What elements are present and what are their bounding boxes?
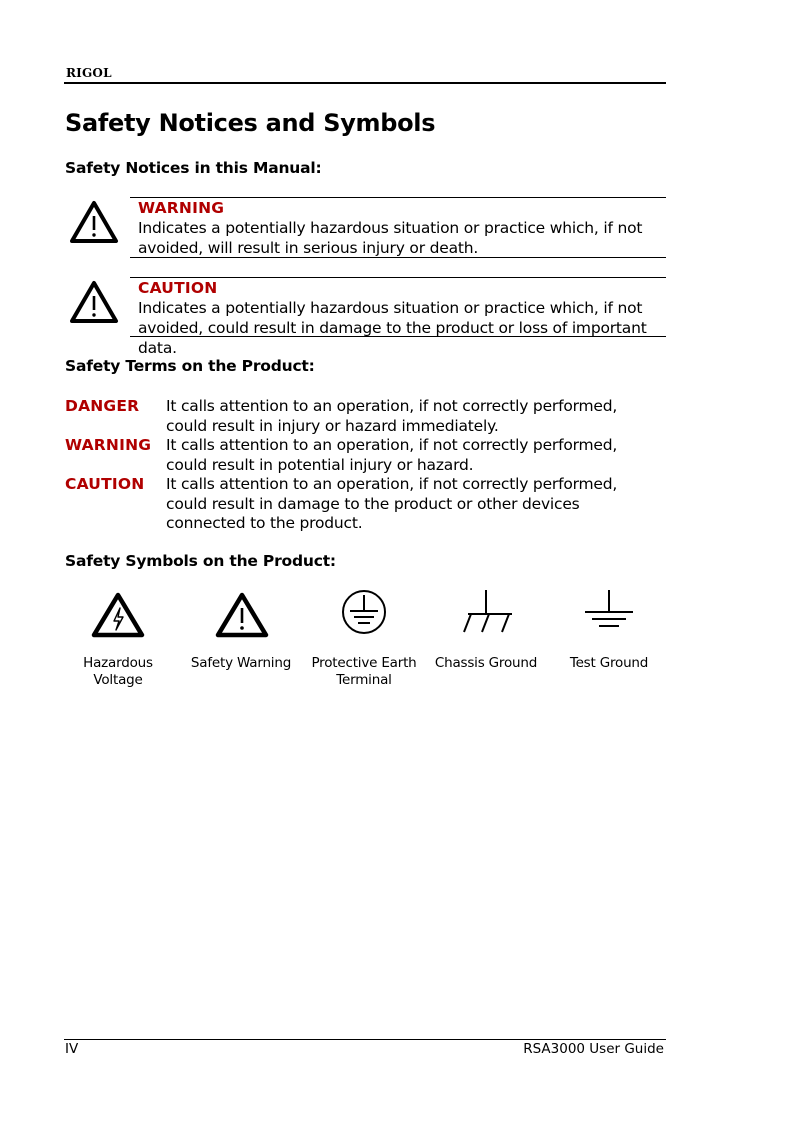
notice-divider-rule [130,257,666,258]
symbol-label-hazardous-voltage: Hazardous Voltage [83,655,153,688]
warning-triangle-icon [68,199,120,245]
notice-label-warning: WARNING [138,199,225,217]
header-brand: RIGOL [66,66,112,80]
test-ground-icon [579,586,639,638]
notice-top-rule [130,197,666,198]
terms-heading: Safety Terms on the Product: [65,357,315,375]
chassis-ground-icon [456,586,516,638]
footer-rule [64,1039,666,1040]
protective-earth-icon [334,586,394,638]
notice-divider-rule-2 [130,277,666,278]
symbol-label-safety-warning: Safety Warning [190,655,292,671]
warning-triangle-icon [68,279,120,325]
symbol-label-chassis-ground: Chassis Ground [434,655,538,671]
notice-text-warning: Indicates a potentially hazardous situation or practice which, if not avoided, will result in serious injury or death. [138,219,643,257]
page-title: Safety Notices and Symbols [65,109,436,137]
symbol-label-test-ground: Test Ground [569,655,649,671]
header-rule [64,82,666,84]
symbols-heading: Safety Symbols on the Product: [65,552,336,570]
safety-warning-icon [212,590,272,642]
term-text-caution: It calls attention to an operation, if not correctly performed, could result in damage to the product or other devices connected to the product. [166,475,618,532]
footer-doc-title: RSA3000 User Guide [523,1041,664,1057]
hazardous-voltage-icon [88,590,148,642]
notice-bottom-rule [130,336,666,337]
term-label-warning: WARNING [65,436,152,454]
symbol-label-protective-earth: Protective Earth Terminal [311,655,417,688]
notices-heading: Safety Notices in this Manual: [65,159,322,177]
term-text-warning: It calls attention to an operation, if not correctly performed, could result in potential injury or hazard. [166,436,618,474]
term-label-danger: DANGER [65,397,140,415]
term-text-danger: It calls attention to an operation, if not correctly performed, could result in injury or hazard immediately. [166,397,618,435]
notice-text-caution: Indicates a potentially hazardous situation or practice which, if not avoided, could result in damage to the product or loss of important data. [138,299,647,357]
term-label-caution: CAUTION [65,475,145,493]
notice-label-caution: CAUTION [138,279,218,297]
footer-page-number: IV [65,1041,79,1057]
